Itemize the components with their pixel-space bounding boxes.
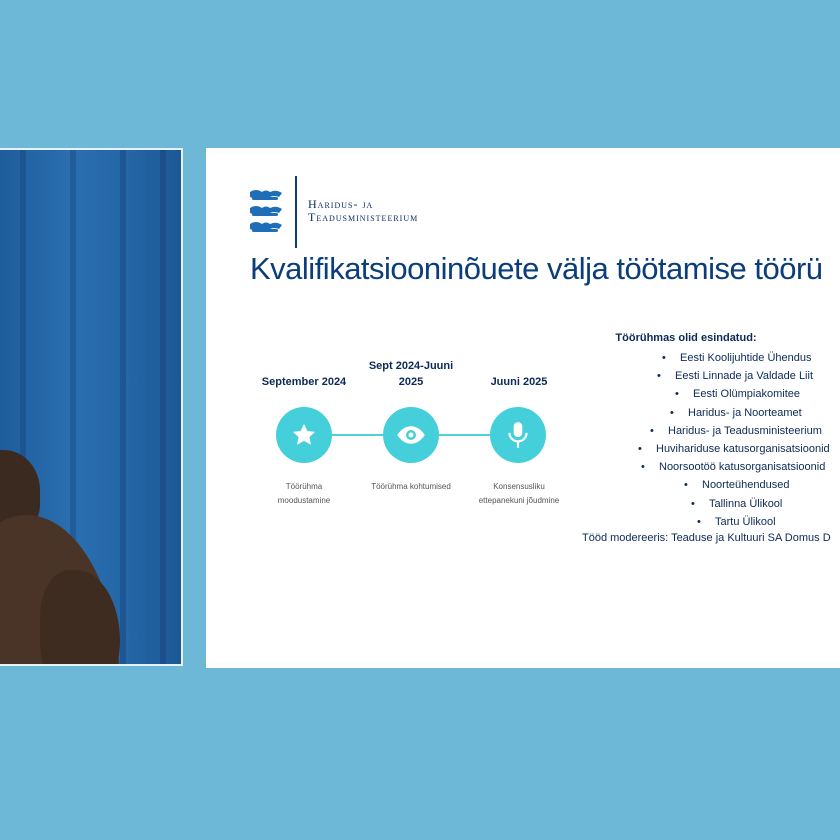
list-item: • Noorteühendused — [684, 479, 790, 492]
logo-line-2: Teadusministeerium — [308, 210, 419, 224]
list-item: • Tallinna Ülikool — [691, 497, 783, 510]
members-list — [576, 332, 840, 544]
timeline-date-1: September 2024 — [261, 376, 347, 388]
list-item: • Tartu Ülikool — [697, 515, 776, 528]
list-item: • Eesti Koolijuhtide Ühendus — [662, 352, 812, 364]
microphone-icon — [505, 420, 531, 450]
list-item: • Haridus- ja Teadusministeerium — [650, 424, 822, 437]
timeline-date-3: Juuni 2025 — [490, 376, 548, 388]
speaker-arm — [40, 570, 120, 666]
list-item: • Huvihariduse katusorganisatsioonid — [638, 442, 830, 455]
list-item: • Haridus- ja Noorteamet — [670, 406, 802, 419]
eye-icon — [396, 420, 426, 450]
members-heading: Töörühmas olid esindatud: — [615, 332, 757, 344]
list-item: • Noorsootöö katusorganisatsioonid — [641, 461, 826, 474]
timeline-date-2: Sept 2024-Juuni 2025 — [368, 360, 454, 388]
timeline-caption-2: Töörühma kohtumised — [371, 482, 451, 491]
presentation-slide — [206, 148, 840, 668]
coat-of-arms-icon — [248, 188, 284, 238]
logo-text — [308, 198, 508, 224]
list-item: • Eesti Olümpiakomitee — [675, 388, 800, 401]
star-icon — [290, 421, 318, 449]
slide-title: Kvalifikatsiooninõuete välja töötamise töörü — [250, 251, 823, 286]
video-feed-panel — [0, 148, 183, 666]
timeline-step-3 — [490, 407, 546, 463]
timeline-step-2 — [383, 407, 439, 463]
logo-line-1: Haridus- ja — [308, 197, 374, 211]
moderator-note: Tööd modereeris: Teaduse ja Kultuuri SA Domus D — [582, 532, 831, 544]
list-item: • Eesti Linnade ja Valdade Liit — [657, 370, 814, 383]
timeline-step-1 — [276, 407, 332, 463]
timeline-caption-3: Konsensusliku ettepanekuni jõudmine — [478, 482, 560, 505]
timeline-caption-1: Töörühma moodustamine — [277, 482, 331, 505]
logo-divider — [295, 176, 297, 248]
